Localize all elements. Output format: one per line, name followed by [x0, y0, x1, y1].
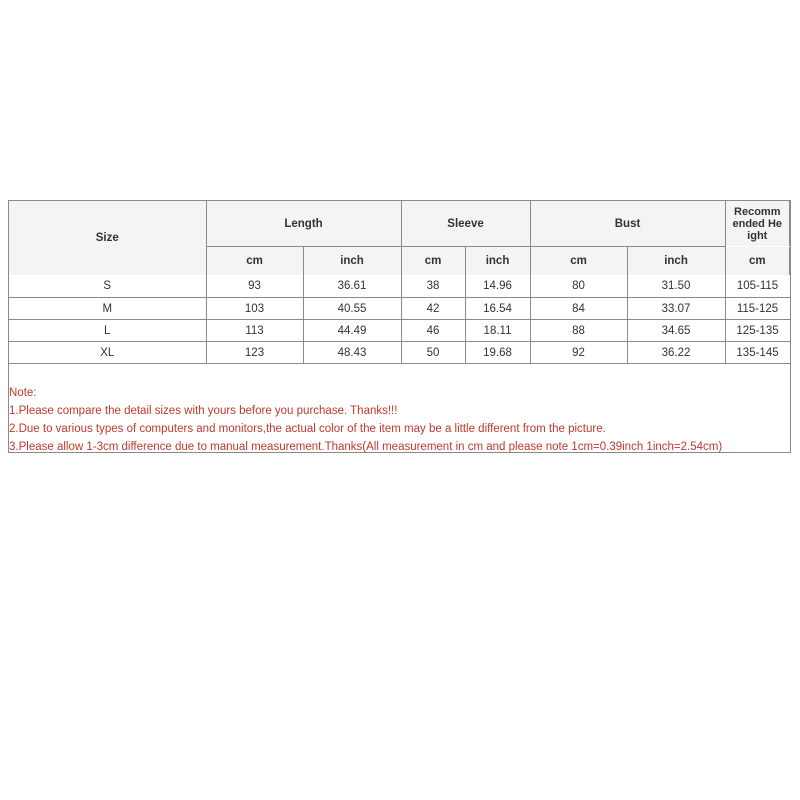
table-cell: 18.11	[465, 320, 530, 342]
unit-header: cm	[206, 247, 303, 276]
note-line: 3.Please allow 1-3cm difference due to manual measurement.Thanks(All measurement in cm and please note 1cm=0.39inch 1inch=2.54cm)	[9, 441, 723, 453]
note-line: 2.Due to various types of computers and monitors,the actual color of the item may be a little different from the picture.	[9, 423, 606, 435]
table-cell: L	[9, 320, 206, 342]
table-cell: 42	[401, 298, 465, 320]
table-cell: 48.43	[303, 342, 401, 364]
header-bust: Bust	[530, 201, 725, 247]
header-size: Size	[9, 201, 206, 275]
size-chart	[8, 200, 791, 453]
table-cell: 84	[530, 298, 627, 320]
unit-header: inch	[303, 247, 401, 276]
table-cell: 31.50	[627, 275, 725, 298]
unit-header: cm	[401, 247, 465, 276]
table-cell: 33.07	[627, 298, 725, 320]
unit-header: inch	[627, 247, 725, 276]
size-table	[9, 201, 790, 363]
table-cell: 92	[530, 342, 627, 364]
table-cell: 36.61	[303, 275, 401, 298]
table-cell: 125-135	[725, 320, 789, 342]
header-length: Length	[206, 201, 401, 247]
table-row	[9, 275, 790, 298]
table-cell: 19.68	[465, 342, 530, 364]
table-cell: 113	[206, 320, 303, 342]
table-cell: 50	[401, 342, 465, 364]
notes-title: Note:	[9, 387, 37, 399]
table-cell: 40.55	[303, 298, 401, 320]
table-cell: 14.96	[465, 275, 530, 298]
table-cell: XL	[9, 342, 206, 364]
notes-section	[9, 363, 790, 452]
table-cell: M	[9, 298, 206, 320]
table-cell: S	[9, 275, 206, 298]
table-cell: 44.49	[303, 320, 401, 342]
table-cell: 80	[530, 275, 627, 298]
table-cell: 135-145	[725, 342, 789, 364]
table-cell: 36.22	[627, 342, 725, 364]
unit-header: inch	[465, 247, 530, 276]
table-row	[9, 298, 790, 320]
note-line: 1.Please compare the detail sizes with yours before you purchase. Thanks!!!	[9, 405, 398, 417]
table-cell: 105-115	[736, 280, 779, 292]
table-cell: 103	[206, 298, 303, 320]
table-cell: 123	[206, 342, 303, 364]
table-row	[9, 320, 790, 342]
header-recommended-height: Recomm ended He ight	[725, 201, 789, 247]
table-cell: 38	[401, 275, 465, 298]
table-cell: 115-125	[725, 298, 789, 320]
header-sleeve: Sleeve	[401, 201, 530, 247]
table-cell: 88	[530, 320, 627, 342]
table-cell: 16.54	[465, 298, 530, 320]
table-row	[9, 342, 790, 364]
table-cell: 46	[401, 320, 465, 342]
table-cell: 93	[206, 275, 303, 298]
unit-header: cm	[530, 247, 627, 276]
table-cell: 34.65	[627, 320, 725, 342]
unit-header: cm	[725, 247, 789, 276]
